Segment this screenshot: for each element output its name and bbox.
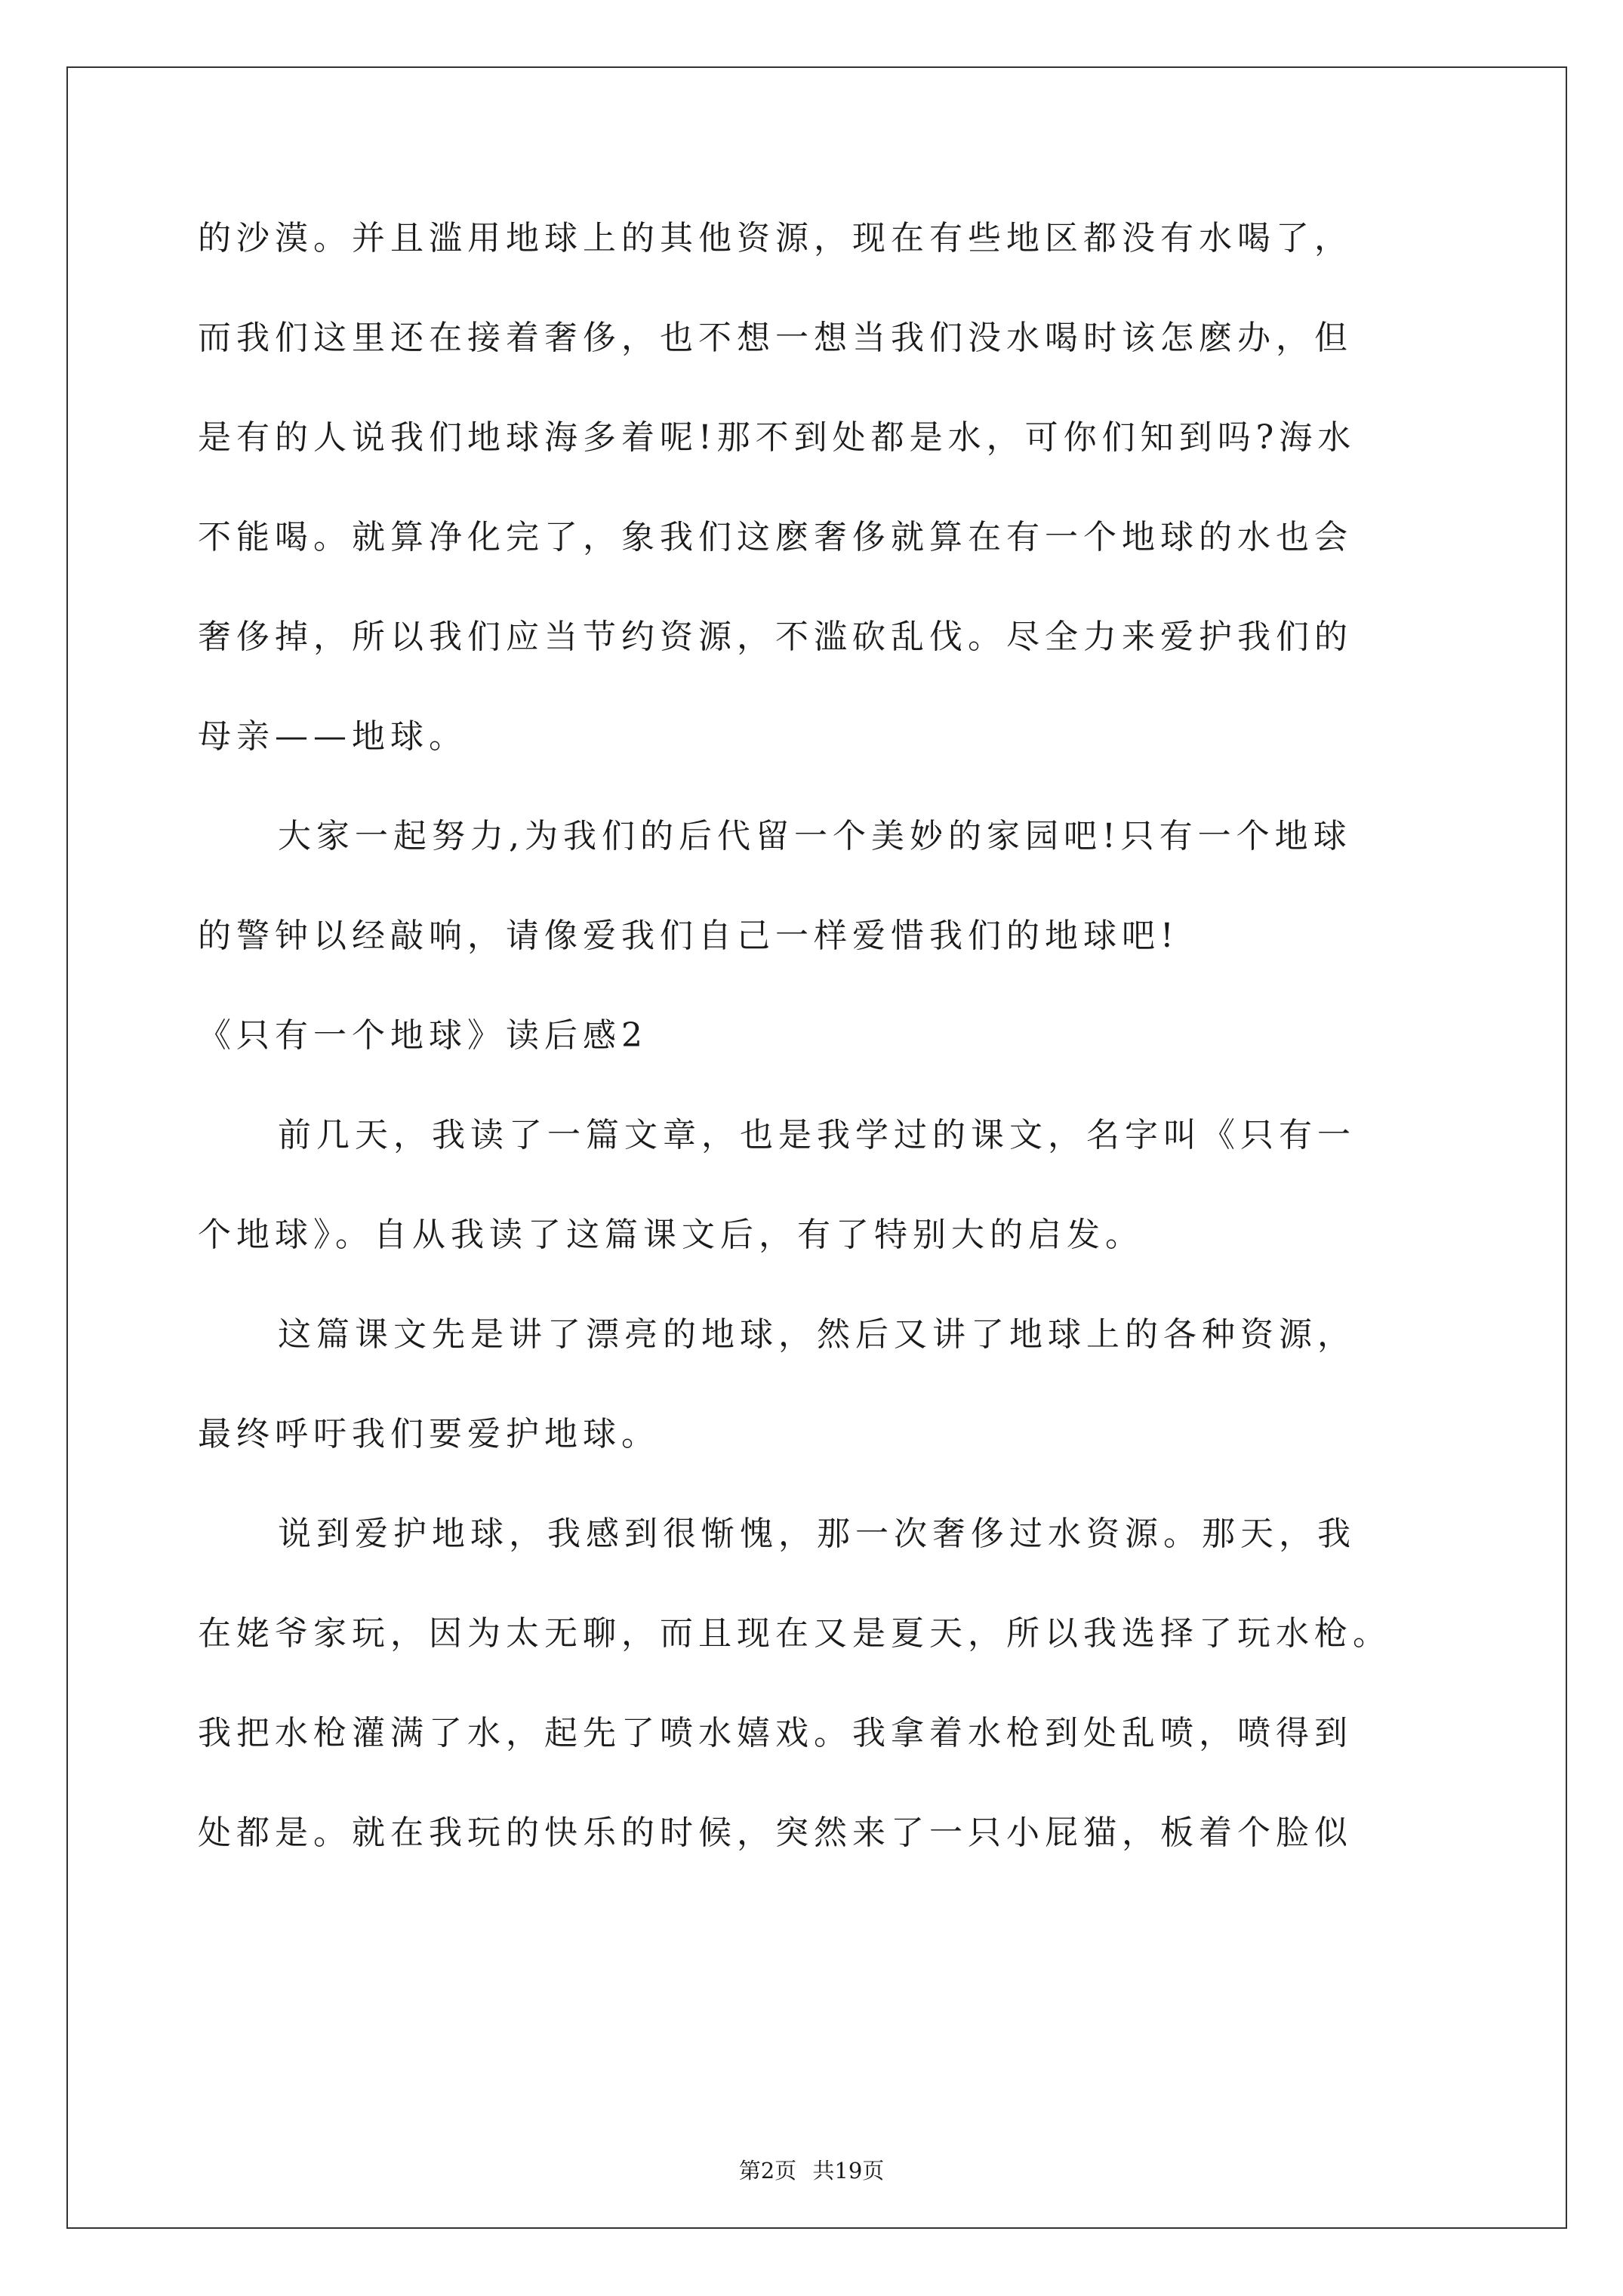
text-line: 说到爱护地球，我感到很惭愧，那一次奢侈过水资源。那天，我: [278, 1515, 1356, 1553]
text-line: 的沙漠。并且滥用地球上的其他资源，现在有些地区都没有水喝了，: [198, 219, 1353, 257]
text-line: 大家一起努力,为我们的后代留一个美妙的家园吧!只有一个地球: [278, 817, 1352, 855]
text-line: 是有的人说我们地球海多着呢!那不到处都是水，可你们知到吗?海水: [198, 418, 1357, 457]
text-line: 最终呼吁我们要爱护地球。: [198, 1415, 660, 1453]
text-line: 而我们这里还在接着奢侈，也不想一想当我们没水喝时该怎麽办，但: [198, 319, 1353, 357]
text-line: 在姥爷家玩，因为太无聊，而且现在又是夏天，所以我选择了玩水枪。: [198, 1614, 1391, 1653]
section-heading: 《只有一个地球》读后感2: [198, 1016, 648, 1055]
text-line: 奢侈掉，所以我们应当节约资源，不滥砍乱伐。尽全力来爱护我们的: [198, 618, 1353, 656]
text-line: 母亲——地球。: [198, 717, 467, 756]
text-line: 个地球》。自从我读了这篇课文后，有了特别大的启发。: [198, 1216, 1144, 1254]
text-line: 不能喝。就算净化完了，象我们这麽奢侈就算在有一个地球的水也会: [198, 518, 1353, 556]
document-body: [198, 198, 1481, 1892]
text-line: 处都是。就在我玩的快乐的时候，突然来了一只小屁猫，板着个脸似: [198, 1814, 1353, 1852]
text-line: 前几天，我读了一篇文章，也是我学过的课文，名字叫《只有一: [278, 1116, 1356, 1154]
text-line: 的警钟以经敲响，请像爱我们自己一样爱惜我们的地球吧!: [198, 917, 1179, 955]
page-footer: [0, 2156, 1623, 2186]
page-total: 共19页: [812, 2158, 885, 2184]
text-line: 这篇课文先是讲了漂亮的地球，然后又讲了地球上的各种资源，: [278, 1315, 1356, 1354]
page-number: 第2页: [738, 2158, 797, 2184]
text-line: 我把水枪灌满了水，起先了喷水嬉戏。我拿着水枪到处乱喷，喷得到: [198, 1714, 1353, 1752]
